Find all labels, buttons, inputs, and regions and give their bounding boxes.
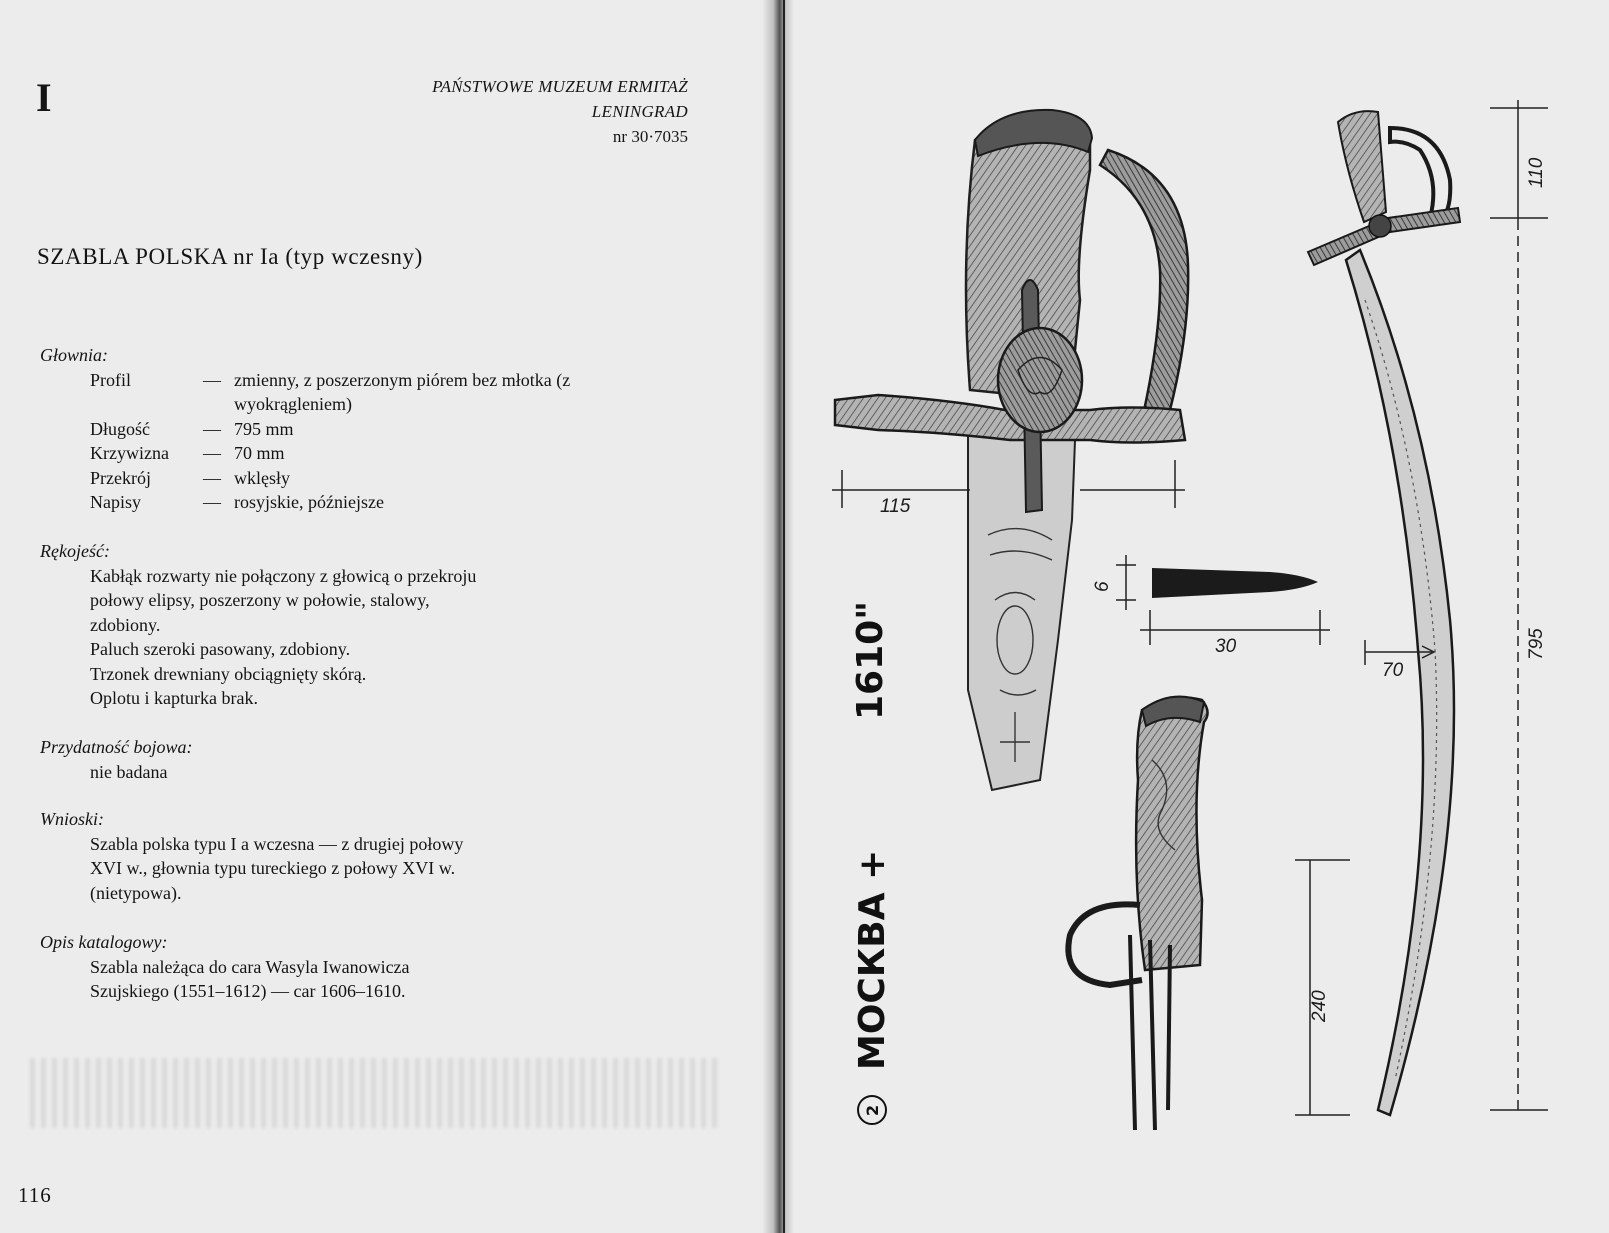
left-page (0, 0, 780, 1233)
spec-key: Profil (90, 369, 132, 390)
paragraph-line: Oplotu i kapturka brak. (90, 688, 258, 708)
section-opis (40, 930, 600, 1004)
right-page-drawings (790, 0, 1609, 1233)
spec-row-napisy (40, 490, 600, 515)
dimension-110-lines (1490, 100, 1548, 1110)
paragraph-line: (nietypowa). (90, 882, 182, 903)
paragraph-line: zdobiony. (90, 614, 161, 635)
spec-row-krzywizna (40, 441, 600, 466)
saber-drawing (790, 0, 1609, 1233)
scan-smudge (30, 1058, 720, 1128)
paragraph-line: nie badana (90, 761, 168, 782)
spec-value: wklęsły (234, 467, 290, 488)
section-przydatnosc (40, 735, 600, 784)
spec-value: rosyjskie, późniejsze (234, 492, 384, 512)
full-saber-drawing (1308, 100, 1548, 1115)
paragraph-line: połowy elipsy, poszerzony w połowie, stalowy, (90, 590, 430, 610)
full-saber-grip (1338, 111, 1386, 222)
dimension-6-lines (1116, 555, 1136, 610)
dimension-240-lines (1295, 860, 1350, 1115)
museum-header (268, 74, 688, 149)
cross-section-drawing (1092, 555, 1330, 657)
spec-dash: — (203, 369, 221, 390)
spec-value: zmienny, z poszerzonym piórem bez młotka (z wyokrągleniem) (234, 369, 571, 414)
spec-dash: — (203, 467, 221, 488)
paragraph-line: Szabla należąca do cara Wasyla Iwanowicza (90, 956, 410, 977)
paragraph-line: Szabla polska typu I a wczesna — z drugiej połowy (90, 833, 464, 854)
ornament-medallion-drawing (998, 328, 1082, 432)
spec-value: 70 mm (234, 443, 285, 463)
grip-detail-drawing (1068, 697, 1350, 1130)
paragraph-line: Kabłąk rozwarty nie połączony z głowicą o przekroju (90, 565, 477, 586)
page-number: 116 (18, 1183, 52, 1207)
museum-city: LENINGRAD (591, 102, 688, 121)
dimension-115-label: 115 (880, 496, 911, 517)
knuckle-bow-drawing (1100, 150, 1188, 430)
spec-key: Długość (90, 418, 150, 439)
paragraph-line: Szujskiego (1551–1612) — car 1606–1610. (90, 981, 406, 1001)
dimension-70-label: 70 (1382, 660, 1404, 681)
spec-row-dlugosc (40, 417, 600, 442)
spec-dash: — (203, 418, 221, 439)
full-saber-bow (1390, 128, 1450, 222)
paragraph-line: XVI w., głownia typu tureckiego z połowy XVI w. (90, 858, 456, 878)
dimension-30-label: 30 (1215, 636, 1237, 657)
museum-name: PAŃSTWOWE MUZEUM ERMITAŻ (432, 77, 688, 96)
section-heading: Rękojeść: (40, 541, 110, 561)
section-glownia (40, 343, 600, 515)
chapter-number: I (36, 75, 53, 120)
book-gutter-line (783, 0, 785, 1233)
paragraph-line: Paluch szeroki pasowany, zdobiony. (90, 639, 351, 659)
spec-key: Przekrój (90, 467, 151, 488)
spec-dash: — (203, 443, 221, 463)
inscription-moskva: МОСКВА + (852, 849, 893, 1070)
dimension-6-label: 6 (1092, 581, 1113, 592)
inscription-group (850, 601, 893, 1124)
paragraph-line: Trzonek drewniany obciągnięty skórą. (90, 663, 367, 684)
page-title: SZABLA POLSKA nr Ia (typ wczesny) (37, 244, 423, 269)
spec-key: Krzywizna (90, 443, 169, 463)
spec-key: Napisy (90, 492, 141, 512)
inscription-circle-number: 2 (863, 1104, 882, 1116)
section-rekojesc (40, 539, 600, 711)
blade-section-drawing (968, 430, 1075, 790)
dimension-110-label: 110 (1526, 157, 1547, 188)
blade-profile-section (1152, 568, 1318, 598)
section-heading: Przydatność bojowa: (40, 737, 193, 757)
section-wnioski (40, 807, 600, 905)
dimension-795-label: 795 (1526, 628, 1547, 660)
inscription-year-1610: 1610" (850, 601, 891, 720)
section-heading: Opis katalogowy: (40, 932, 168, 952)
spec-row-przekroj (40, 466, 600, 491)
spec-dash: — (203, 492, 221, 512)
inventory-number: nr 30·7035 (612, 127, 688, 146)
spec-value: 795 mm (234, 418, 294, 439)
full-saber-blade (1346, 250, 1454, 1115)
section-heading: Wnioski: (40, 809, 104, 829)
section-heading: Głownia: (40, 345, 109, 365)
spec-row-profil (40, 368, 600, 417)
dimension-240-label: 240 (1309, 990, 1330, 1022)
